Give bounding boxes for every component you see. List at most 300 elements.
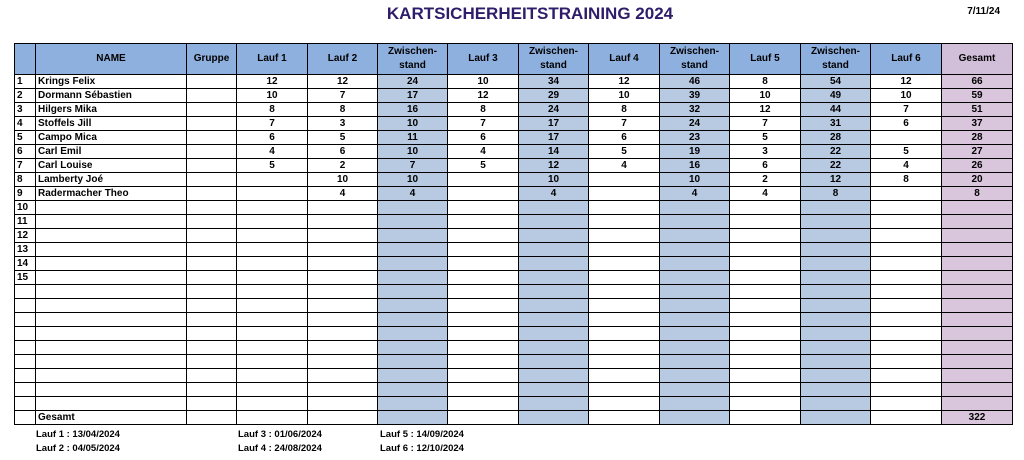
lauf-3-cell [448,327,519,341]
gruppe-cell [187,89,237,103]
table-row [15,117,1013,131]
gruppe-cell [187,187,237,201]
zwischenstand-1-cell: 4 [378,187,448,201]
table-row [15,131,1013,145]
lauf-1-cell [237,369,308,383]
lauf-3-cell: 4 [448,145,519,159]
zwischenstand-4-cell: 12 [801,173,871,187]
footer-date-lauf-4: Lauf 4 : 24/08/2024 [238,443,322,454]
zwischenstand-4-cell [801,411,871,425]
table-row [15,369,1013,383]
lauf-1-cell [237,355,308,369]
lauf-2-cell: 5 [308,131,378,145]
table-row [15,243,1013,257]
participant-name [36,215,187,229]
row-index: 7 [15,159,36,173]
lauf-4-cell: 10 [589,89,660,103]
lauf-2-cell: 10 [308,173,378,187]
zwischenstand-1-cell [378,215,448,229]
zwischenstand-3-cell: 4 [660,187,730,201]
row-index: 1 [15,75,36,89]
lauf-6-cell [871,257,942,271]
zwischenstand-3-cell [660,229,730,243]
lauf-2-cell [308,243,378,257]
participant-name [36,355,187,369]
zwischenstand-3-cell [660,215,730,229]
lauf-3-cell: 7 [448,117,519,131]
lauf-6-cell [871,383,942,397]
zwischenstand-1-cell [378,271,448,285]
lauf-4-cell [589,299,660,313]
header-row [15,44,1013,75]
table-row [15,145,1013,159]
lauf-6-cell: 8 [871,173,942,187]
lauf-1-cell [237,229,308,243]
participant-name [36,397,187,411]
zwischenstand-1-cell: 10 [378,173,448,187]
table-row [15,201,1013,215]
gesamt-cell: 28 [942,131,1013,145]
lauf-1-cell [237,327,308,341]
lauf-1-cell [237,271,308,285]
lauf-1-cell: 8 [237,103,308,117]
zwischenstand-4-cell: 44 [801,103,871,117]
gruppe-cell [187,173,237,187]
lauf-1-cell: 6 [237,131,308,145]
zwischenstand-3-cell: 32 [660,103,730,117]
zwischenstand-2-cell [519,257,589,271]
gesamt-cell [942,397,1013,411]
page-title: KARTSICHERHEITSTRAINING 2024 [386,4,674,23]
zwischenstand-3-cell [660,313,730,327]
zwischenstand-2-cell [519,383,589,397]
zwischenstand-1-cell [378,369,448,383]
lauf-5-cell: 7 [730,117,801,131]
lauf-6-cell [871,299,942,313]
lauf-5-cell [730,355,801,369]
lauf-3-cell [448,397,519,411]
zwischenstand-4-cell [801,229,871,243]
zwischenstand-4-cell: 28 [801,131,871,145]
lauf-2-cell: 8 [308,103,378,117]
lauf-5-cell [730,369,801,383]
zwischenstand-4-cell: 22 [801,159,871,173]
zwischenstand-2-cell [519,341,589,355]
lauf-1-cell [237,243,308,257]
lauf-4-cell [589,285,660,299]
row-index: 3 [15,103,36,117]
lauf-4-cell: 8 [589,103,660,117]
header-zwischenstand-2: Zwischen-stand [519,44,589,75]
row-index [15,327,36,341]
lauf-5-cell: 8 [730,75,801,89]
row-index: 12 [15,229,36,243]
zwischenstand-3-cell [660,341,730,355]
lauf-5-cell [730,201,801,215]
participant-name [36,327,187,341]
zwischenstand-2-cell: 24 [519,103,589,117]
lauf-2-cell [308,341,378,355]
lauf-2-cell [308,257,378,271]
participant-name [36,313,187,327]
lauf-6-cell [871,369,942,383]
zwischenstand-3-cell [660,355,730,369]
gesamt-cell [942,299,1013,313]
lauf-4-cell [589,173,660,187]
zwischenstand-2-cell [519,313,589,327]
gruppe-cell [187,257,237,271]
lauf-5-cell [730,229,801,243]
row-index [15,369,36,383]
lauf-2-cell [308,327,378,341]
lauf-1-cell [237,383,308,397]
gesamt-cell [942,201,1013,215]
participant-name: Stoffels Jill [36,117,187,131]
table-row [15,341,1013,355]
gruppe-cell [187,341,237,355]
zwischenstand-2-cell [519,229,589,243]
lauf-5-cell: 2 [730,173,801,187]
lauf-4-cell [589,257,660,271]
lauf-4-cell [589,369,660,383]
gruppe-cell [187,145,237,159]
row-index: 15 [15,271,36,285]
header-zwischenstand-4: Zwischen-stand [801,44,871,75]
zwischenstand-2-cell: 12 [519,159,589,173]
participant-name [36,383,187,397]
gruppe-cell [187,229,237,243]
zwischenstand-3-cell [660,397,730,411]
header-gesamt: Gesamt [942,44,1013,75]
zwischenstand-3-cell: 16 [660,159,730,173]
gruppe-cell [187,243,237,257]
lauf-1-cell [237,201,308,215]
gesamt-cell [942,383,1013,397]
lauf-6-cell [871,327,942,341]
footer-dates-col-3 [380,428,464,456]
table-row [15,313,1013,327]
lauf-6-cell: 5 [871,145,942,159]
lauf-6-cell [871,215,942,229]
zwischenstand-3-cell: 39 [660,89,730,103]
lauf-1-cell [237,341,308,355]
zwischenstand-4-cell: 49 [801,89,871,103]
lauf-3-cell [448,299,519,313]
lauf-6-cell: 10 [871,89,942,103]
lauf-5-cell [730,411,801,425]
zwischenstand-3-cell [660,327,730,341]
gruppe-cell [187,159,237,173]
row-index: 14 [15,257,36,271]
table-row [15,103,1013,117]
gesamt-cell [942,257,1013,271]
zwischenstand-3-cell [660,257,730,271]
zwischenstand-2-cell [519,271,589,285]
zwischenstand-2-cell: 17 [519,117,589,131]
row-index [15,341,36,355]
report-date: 7/11/24 [967,6,1000,17]
zwischenstand-4-cell [801,369,871,383]
zwischenstand-3-cell [660,271,730,285]
row-index: 6 [15,145,36,159]
lauf-5-cell: 12 [730,103,801,117]
table-row [15,383,1013,397]
lauf-1-cell [237,187,308,201]
lauf-1-cell: 7 [237,117,308,131]
gesamt-cell: 59 [942,89,1013,103]
participant-name: Carl Emil [36,145,187,159]
lauf-6-cell [871,187,942,201]
row-index [15,397,36,411]
lauf-2-cell [308,285,378,299]
table-row [15,75,1013,89]
gruppe-cell [187,215,237,229]
row-index: 4 [15,117,36,131]
lauf-6-cell [871,243,942,257]
lauf-3-cell [448,243,519,257]
row-index [15,383,36,397]
lauf-2-cell [308,313,378,327]
zwischenstand-4-cell [801,243,871,257]
gesamt-cell [942,271,1013,285]
zwischenstand-1-cell [378,257,448,271]
zwischenstand-4-cell [801,355,871,369]
lauf-4-cell [589,187,660,201]
lauf-6-cell [871,229,942,243]
gesamt-cell: 27 [942,145,1013,159]
lauf-1-cell [237,285,308,299]
lauf-2-cell [308,383,378,397]
zwischenstand-1-cell: 7 [378,159,448,173]
lauf-3-cell [448,187,519,201]
lauf-3-cell [448,173,519,187]
lauf-6-cell [871,397,942,411]
table-row [15,257,1013,271]
participant-name [36,201,187,215]
row-index: 13 [15,243,36,257]
lauf-4-cell: 4 [589,159,660,173]
lauf-6-cell: 4 [871,159,942,173]
lauf-3-cell: 6 [448,131,519,145]
participant-name: Gesamt [36,411,187,425]
lauf-1-cell [237,299,308,313]
gesamt-cell: 26 [942,159,1013,173]
zwischenstand-1-cell [378,383,448,397]
zwischenstand-3-cell: 24 [660,117,730,131]
results-table [14,43,1013,425]
lauf-3-cell [448,313,519,327]
lauf-5-cell [730,243,801,257]
lauf-5-cell: 10 [730,89,801,103]
zwischenstand-4-cell [801,397,871,411]
zwischenstand-4-cell [801,257,871,271]
lauf-2-cell [308,229,378,243]
gruppe-cell [187,271,237,285]
lauf-3-cell [448,383,519,397]
lauf-4-cell [589,355,660,369]
participant-name: Carl Louise [36,159,187,173]
lauf-2-cell: 6 [308,145,378,159]
zwischenstand-1-cell [378,243,448,257]
lauf-2-cell [308,271,378,285]
zwischenstand-4-cell: 31 [801,117,871,131]
zwischenstand-3-cell: 10 [660,173,730,187]
zwischenstand-3-cell: 19 [660,145,730,159]
zwischenstand-1-cell [378,341,448,355]
lauf-5-cell: 3 [730,145,801,159]
participant-name: Campo Mica [36,131,187,145]
gruppe-cell [187,201,237,215]
participant-name [36,299,187,313]
lauf-2-cell [308,411,378,425]
participant-name [36,369,187,383]
header-index [15,44,36,75]
zwischenstand-3-cell [660,201,730,215]
lauf-3-cell [448,285,519,299]
lauf-4-cell [589,397,660,411]
zwischenstand-2-cell: 10 [519,173,589,187]
zwischenstand-4-cell [801,299,871,313]
footer-date-lauf-6: Lauf 6 : 12/10/2024 [380,443,464,454]
header-zwischenstand-1: Zwischen-stand [378,44,448,75]
gesamt-cell [942,285,1013,299]
lauf-6-cell [871,131,942,145]
lauf-4-cell [589,243,660,257]
gesamt-cell [942,327,1013,341]
lauf-2-cell [308,201,378,215]
zwischenstand-2-cell [519,285,589,299]
participant-name [36,229,187,243]
lauf-4-cell [589,383,660,397]
zwischenstand-3-cell [660,369,730,383]
gesamt-cell [942,229,1013,243]
zwischenstand-1-cell: 10 [378,117,448,131]
gruppe-cell [187,285,237,299]
table-row [15,271,1013,285]
lauf-5-cell: 4 [730,187,801,201]
zwischenstand-2-cell [519,397,589,411]
lauf-4-cell [589,201,660,215]
zwischenstand-2-cell [519,411,589,425]
gruppe-cell [187,355,237,369]
zwischenstand-4-cell [801,327,871,341]
zwischenstand-2-cell [519,355,589,369]
gesamt-cell: 8 [942,187,1013,201]
lauf-5-cell [730,271,801,285]
zwischenstand-2-cell: 17 [519,131,589,145]
header-name: NAME [36,44,187,75]
lauf-2-cell: 3 [308,117,378,131]
zwischenstand-2-cell: 4 [519,187,589,201]
zwischenstand-1-cell: 11 [378,131,448,145]
row-index: 8 [15,173,36,187]
gruppe-cell [187,327,237,341]
header-lauf-5: Lauf 5 [730,44,801,75]
lauf-4-cell [589,411,660,425]
lauf-1-cell [237,257,308,271]
zwischenstand-1-cell [378,229,448,243]
lauf-6-cell [871,341,942,355]
lauf-3-cell [448,355,519,369]
zwischenstand-1-cell [378,397,448,411]
lauf-2-cell [308,355,378,369]
table-row [15,215,1013,229]
header-lauf-2: Lauf 2 [308,44,378,75]
zwischenstand-2-cell: 34 [519,75,589,89]
lauf-3-cell [448,215,519,229]
zwischenstand-4-cell [801,383,871,397]
gruppe-cell [187,117,237,131]
gruppe-cell [187,75,237,89]
zwischenstand-4-cell: 54 [801,75,871,89]
lauf-4-cell: 7 [589,117,660,131]
row-index [15,313,36,327]
gesamt-cell [942,355,1013,369]
gruppe-cell [187,397,237,411]
gruppe-cell [187,411,237,425]
lauf-5-cell [730,383,801,397]
zwischenstand-1-cell [378,285,448,299]
zwischenstand-1-cell: 16 [378,103,448,117]
participant-name [36,243,187,257]
zwischenstand-4-cell: 8 [801,187,871,201]
row-index: 9 [15,187,36,201]
lauf-4-cell [589,229,660,243]
gesamt-cell: 20 [942,173,1013,187]
row-index: 10 [15,201,36,215]
lauf-3-cell [448,271,519,285]
row-index [15,285,36,299]
lauf-6-cell: 6 [871,117,942,131]
zwischenstand-4-cell [801,313,871,327]
lauf-5-cell [730,341,801,355]
lauf-4-cell [589,341,660,355]
zwischenstand-1-cell [378,327,448,341]
gesamt-cell [942,341,1013,355]
participant-name: Radermacher Theo [36,187,187,201]
lauf-2-cell: 7 [308,89,378,103]
row-index [15,411,36,425]
lauf-5-cell [730,257,801,271]
lauf-1-cell [237,215,308,229]
zwischenstand-3-cell: 23 [660,131,730,145]
footer-dates-col-2 [238,428,322,456]
lauf-3-cell [448,341,519,355]
lauf-5-cell [730,215,801,229]
zwischenstand-4-cell [801,215,871,229]
lauf-1-cell: 10 [237,89,308,103]
lauf-4-cell [589,215,660,229]
gesamt-cell: 322 [942,411,1013,425]
row-index: 11 [15,215,36,229]
lauf-3-cell: 10 [448,75,519,89]
lauf-3-cell [448,369,519,383]
lauf-4-cell [589,327,660,341]
header-lauf-3: Lauf 3 [448,44,519,75]
gesamt-cell [942,215,1013,229]
zwischenstand-2-cell [519,327,589,341]
header-lauf-1: Lauf 1 [237,44,308,75]
table-row [15,89,1013,103]
zwischenstand-2-cell [519,215,589,229]
lauf-4-cell: 6 [589,131,660,145]
lauf-1-cell: 12 [237,75,308,89]
table-row [15,327,1013,341]
table-row [15,229,1013,243]
lauf-3-cell: 8 [448,103,519,117]
table-row [15,411,1013,425]
row-index [15,355,36,369]
